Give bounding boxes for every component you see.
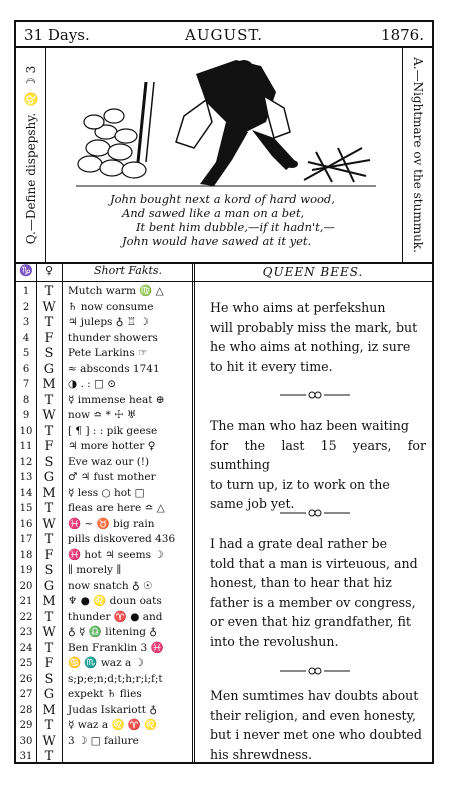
short-fakt: expekt ♄ flies: [68, 688, 142, 700]
weekday-letter: S: [44, 671, 54, 687]
day-number: 14: [19, 487, 33, 499]
weekday-letter: S: [44, 454, 54, 470]
short-fakts-list: [62, 284, 192, 765]
day-number: 27: [19, 689, 33, 700]
short-fakt: ♃ more hotter ♀: [68, 440, 156, 452]
day-number: 4: [22, 332, 30, 344]
short-fakt: ☿ less ○ hot □: [68, 486, 145, 499]
day-column-header: ♑: [16, 264, 36, 282]
paragraph-line: to turn up, iz to work on the: [210, 476, 390, 492]
day-number: 20: [19, 580, 33, 592]
verse-line: And sawed like a man on a bet,: [122, 206, 305, 220]
weekday-letter: W: [42, 408, 56, 423]
weekday-letter: F: [44, 439, 54, 454]
short-fakt: [ ¶ ] : : pik geese: [68, 424, 158, 437]
short-fakt: Mutch warm ♍ △: [68, 285, 164, 297]
queen-bees-header: QUEEN BEES.: [194, 264, 432, 282]
short-fakt: thunder showers: [68, 331, 158, 344]
weekday-letter: T: [44, 609, 54, 625]
paragraph-line: for the last 15 years, for sumthing: [210, 437, 426, 472]
day-number: 12: [19, 456, 33, 468]
day-number: 15: [19, 503, 33, 514]
ornament-divider: [280, 508, 350, 518]
paragraph-line: their religion, and even honesty,: [210, 707, 417, 723]
short-fakt: Eve waz our (!): [68, 455, 150, 468]
month-title: AUGUST.: [185, 26, 263, 44]
day-number: 1: [22, 286, 30, 297]
paragraph-line: father is a member ov congress,: [210, 594, 416, 610]
queen-bees-paragraph: [210, 298, 426, 376]
short-fakt: thunder ♈ ● and: [68, 610, 163, 623]
day-number: 28: [19, 704, 33, 716]
weekday-letter: G: [43, 687, 55, 702]
weekday-letter: S: [44, 346, 54, 361]
paragraph-line: but i never met one who doubted: [210, 727, 422, 742]
log-pile-left: [78, 109, 146, 178]
weekday-letter: S: [44, 563, 54, 578]
short-fakt: ◑ . : □ ⊙: [68, 378, 117, 390]
day-number: 11: [19, 441, 33, 452]
weekday-letter: F: [44, 330, 54, 346]
paragraph-line: He who aims at perfekshun: [210, 300, 386, 315]
illustration-verse: [50, 192, 398, 248]
weekday-column-header: ♀: [36, 264, 62, 282]
day-number: 6: [22, 363, 30, 375]
paragraph-line: told that a man is virteuous, and: [210, 555, 418, 571]
weekday-letter: G: [43, 361, 55, 377]
short-fakts-header: Short Fakts.: [62, 264, 194, 282]
short-fakt: ∥ morely ∥: [68, 564, 122, 576]
short-fakt: ♄ now consume: [68, 300, 154, 313]
paragraph-line: to hit it every time.: [210, 358, 333, 374]
day-number: 31: [19, 751, 33, 762]
short-fakt: ♋ ♏ waz a ☽: [68, 657, 144, 669]
paragraph-line: into the revolushun.: [210, 633, 339, 649]
day-number: 30: [19, 735, 33, 747]
paragraph-line: or even that hiz grandfather, fit: [210, 614, 411, 629]
weekday-letter: M: [42, 485, 56, 501]
weekday-letter: M: [42, 377, 56, 392]
question-sidebar: [16, 48, 46, 262]
queen-bees-paragraph: [210, 416, 426, 514]
short-fakt: s;p;e;n;d;t;h;r;i;f;t: [68, 672, 163, 685]
day-number: 19: [19, 565, 33, 576]
day-number: 9: [22, 410, 30, 421]
day-number: 26: [19, 673, 33, 685]
short-fakt: now snatch ♁ ☉: [68, 579, 153, 592]
short-fakt: Judas Iskariott ♁: [68, 703, 157, 716]
day-number: 3: [22, 317, 30, 328]
short-fakt: fleas are here ≏ △: [68, 502, 165, 514]
short-fakt: ♓ ~ ♉ big rain: [68, 517, 155, 530]
weekday-letter: T: [44, 392, 54, 408]
weekday-letter: T: [44, 501, 54, 516]
day-number: 22: [19, 611, 33, 623]
day-number: 23: [19, 627, 33, 638]
weekday-letter: T: [44, 749, 54, 764]
weekday-letter: T: [44, 423, 54, 439]
weekday-letter: T: [44, 640, 54, 656]
day-number: 24: [19, 642, 33, 654]
weekday-letter: T: [44, 284, 54, 299]
short-fakt: ☿ waz a ♌ ♈ ♌: [68, 719, 158, 731]
column-divider: [192, 264, 195, 762]
weekday-letter: T: [44, 315, 54, 330]
weekday-letters: [36, 284, 62, 765]
paragraph-line: will probably miss the mark, but: [210, 319, 418, 335]
day-number: 17: [19, 534, 33, 545]
calendar-section: [16, 264, 432, 762]
day-numbers: [16, 284, 36, 765]
short-fakt: now ≏ * ☩ ♅: [68, 409, 137, 421]
day-number: 21: [19, 596, 33, 607]
bucksaw: [138, 82, 154, 162]
year-label: 1876.: [381, 26, 424, 44]
weekday-letter: M: [42, 702, 56, 718]
paragraph-line: honest, than to hear that hiz: [210, 575, 392, 590]
short-fakt: ♂ ♃ fust mother: [68, 471, 156, 483]
short-fakt: 3 ☽ □ failure: [68, 734, 139, 747]
paragraph-line: he who aims at nothing, iz sure: [210, 339, 411, 354]
short-fakt: ♁ ☿ ♎ litening ♁: [68, 626, 157, 638]
queen-bees-paragraph: [210, 686, 426, 764]
day-number: 25: [19, 658, 33, 669]
day-number: 13: [19, 472, 33, 483]
page-header: [16, 22, 432, 48]
bent-man-figure: [176, 60, 298, 186]
day-number: 2: [22, 301, 30, 313]
short-fakt: ♆ ● ♌ doun oats: [68, 595, 162, 607]
sawhorse-wood: [304, 148, 370, 182]
weekday-letter: W: [42, 299, 56, 315]
short-fakt: Ben Franklin 3 ♓: [68, 641, 164, 654]
day-number: 16: [19, 518, 33, 530]
weekday-letter: G: [43, 470, 55, 485]
ornament-divider: [280, 390, 350, 400]
paragraph-line: Men sumtimes hav doubts about: [210, 688, 419, 703]
question-symbols: ♌ ☽ 3: [23, 65, 38, 107]
weekday-letter: W: [42, 516, 56, 532]
ornament-divider: [280, 666, 350, 676]
short-fakt: ≈ absconds 1741: [68, 362, 160, 375]
days-count: 31 Days.: [24, 26, 90, 44]
illustration-section: [16, 48, 432, 264]
paragraph-line: I had a grate deal rather be: [210, 536, 388, 551]
weekday-letter: T: [44, 532, 54, 547]
paragraph-line: same job yet.: [210, 496, 295, 511]
paragraph-line: The man who haz been waiting: [210, 418, 409, 433]
weekday-letter: G: [43, 578, 55, 594]
weekday-letter: F: [44, 656, 54, 671]
day-number: 29: [19, 720, 33, 731]
day-number: 5: [22, 348, 30, 359]
day-number: 10: [19, 425, 33, 437]
day-number: 7: [22, 379, 30, 390]
weekday-letter: T: [44, 718, 54, 733]
paragraph-line: his shrewdness.: [210, 746, 312, 762]
weekday-letter: W: [42, 733, 56, 749]
verse-line: John bought next a kord of hard wood,: [110, 192, 335, 206]
verse-line: John would have sawed at it yet.: [122, 234, 312, 248]
day-number: 18: [19, 549, 33, 561]
short-fakt: [62, 749, 192, 765]
verse-line: It bent him dubble,—if it hadn't,—: [136, 220, 335, 234]
short-fakt: ♓ hot ♃ seems ☽: [68, 548, 164, 561]
answer-sidebar: [402, 48, 432, 262]
almanac-page: [14, 20, 434, 764]
answer-text: A.—Nightmare ov the stummuk.: [410, 57, 425, 253]
weekday-letter: F: [44, 547, 54, 563]
day-number: 8: [22, 394, 30, 406]
short-fakt: pills diskovered 436: [68, 533, 176, 545]
short-fakt: ☿ immense heat ⊕: [68, 393, 165, 406]
short-fakt: ♃ juleps ♁ ♖ ☽: [68, 316, 149, 328]
queen-bees-paragraph: [210, 534, 426, 651]
weekday-letter: W: [42, 625, 56, 640]
woodcut-illustration: [76, 52, 376, 190]
weekday-letter: M: [42, 594, 56, 609]
question-text: Q.—Define dispepshy.: [23, 112, 38, 245]
short-fakt: Pete Larkins ☞: [68, 347, 148, 359]
